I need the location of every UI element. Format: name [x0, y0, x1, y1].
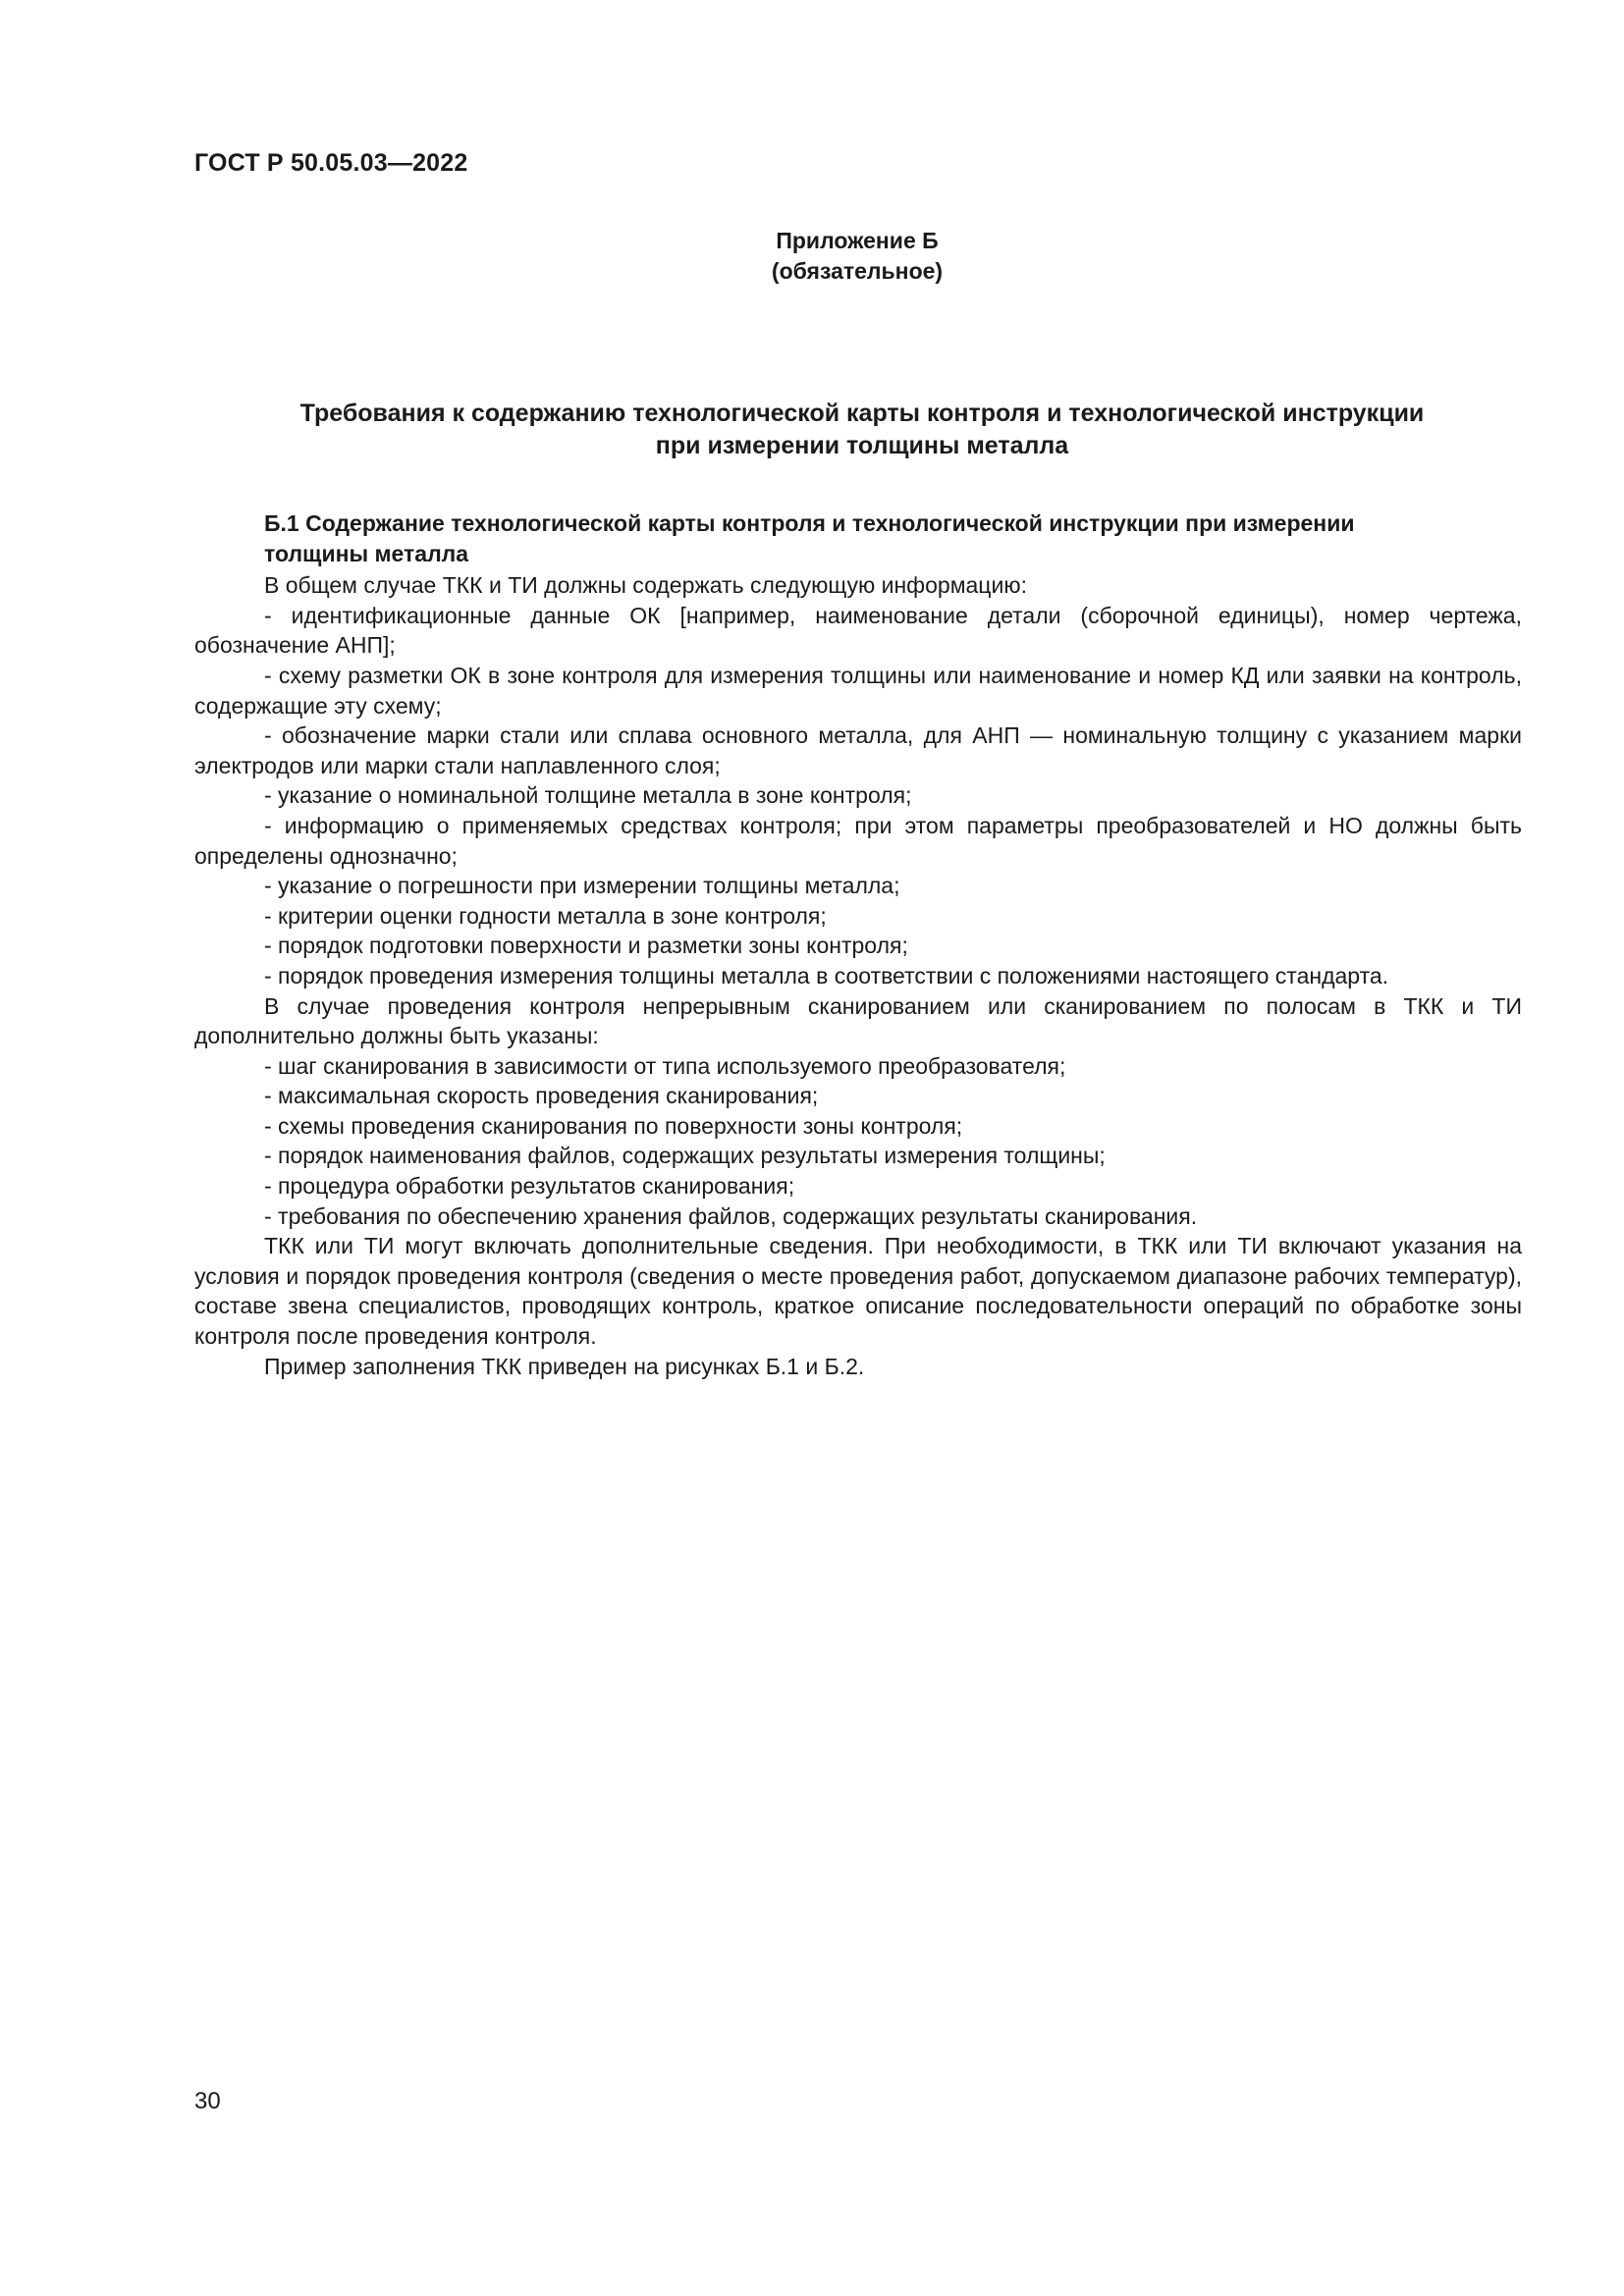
appendix-title-line-1: Требования к содержанию технологической карты контроля и технологической инструкции: [299, 400, 1425, 427]
section-heading-line-1: Б.1 Содержание технологической карты контроля и технологической инструкции при измерении: [264, 510, 1355, 536]
paragraph: В случае проведения контроля непрерывным сканированием или сканированием по полосам в ТКК и ТИ дополнительно должны быть указаны:: [194, 992, 1522, 1049]
list-item: - указание о погрешности при измерении толщины металла;: [264, 873, 900, 899]
list-item: - требования по обеспечению хранения файлов, содержащих результаты сканирования.: [264, 1202, 1198, 1229]
appendix-title-line-2: при измерении толщины металла: [655, 432, 1069, 459]
list-item: - критерии оценки годности металла в зоне контроля;: [264, 902, 827, 929]
list-item: - обозначение марки стали или сплава основного металла, для АНП — номинальную толщину с указанием марки электродов или марки стали наплавленного слоя;: [194, 722, 1522, 778]
paragraph: В общем случае ТКК и ТИ должны содержать следующую информацию:: [264, 572, 1027, 599]
list-item: - идентификационные данные ОК [например, наименование детали (сборочной единицы), номер чертежа, обозначение АНП];: [194, 602, 1522, 659]
appendix-label: Приложение Б: [776, 228, 939, 253]
list-item: - порядок наименования файлов, содержащих результаты измерения толщины;: [264, 1143, 1106, 1169]
list-item: - порядок подготовки поверхности и разметки зоны контроля;: [264, 933, 908, 959]
paragraph: ТКК или ТИ могут включать дополнительные сведения. При необходимости, в ТКК или ТИ включают указания на условия и порядок проведения контроля (сведения о месте проведения работ, допускаемом диапазоне рабочих температур), составе звена специалистов, проводящих контроль, краткое описание последовательности операций по обработке зоны контроля после проведения контроля.: [194, 1233, 1522, 1350]
appendix-status: (обязательное): [771, 258, 944, 284]
document-code: ГОСТ Р 50.05.03—2022: [194, 149, 468, 177]
section-heading: [194, 508, 1522, 568]
appendix-heading: [0, 226, 1624, 287]
document-body: [194, 508, 1522, 1381]
section-heading-line-2: толщины металла: [264, 540, 469, 566]
list-item: - процедура обработки результатов сканирования;: [264, 1173, 795, 1200]
list-item: - шаг сканирования в зависимости от типа используемого преобразователя;: [264, 1052, 1066, 1079]
list-item: - информацию о применяемых средствах контроля; при этом параметры преобразователей и НО должны быть определены однозначно;: [194, 812, 1522, 869]
list-item: - порядок проведения измерения толщины металла в соответствии с положениями настоящего стандарта.: [264, 962, 1389, 988]
list-item: - максимальная скорость проведения сканирования;: [264, 1083, 819, 1109]
paragraph: Пример заполнения ТКК приведен на рисунках Б.1 и Б.2.: [264, 1353, 865, 1379]
list-item: - схему разметки ОК в зоне контроля для измерения толщины или наименование и номер КД или заявки на контроль, содержащие эту схему;: [194, 662, 1522, 719]
appendix-title: [194, 398, 1530, 462]
list-item: - указание о номинальной толщине металла в зоне контроля;: [264, 782, 912, 809]
page-number: 30: [194, 2088, 221, 2114]
list-item: - схемы проведения сканирования по поверхности зоны контроля;: [264, 1112, 963, 1139]
